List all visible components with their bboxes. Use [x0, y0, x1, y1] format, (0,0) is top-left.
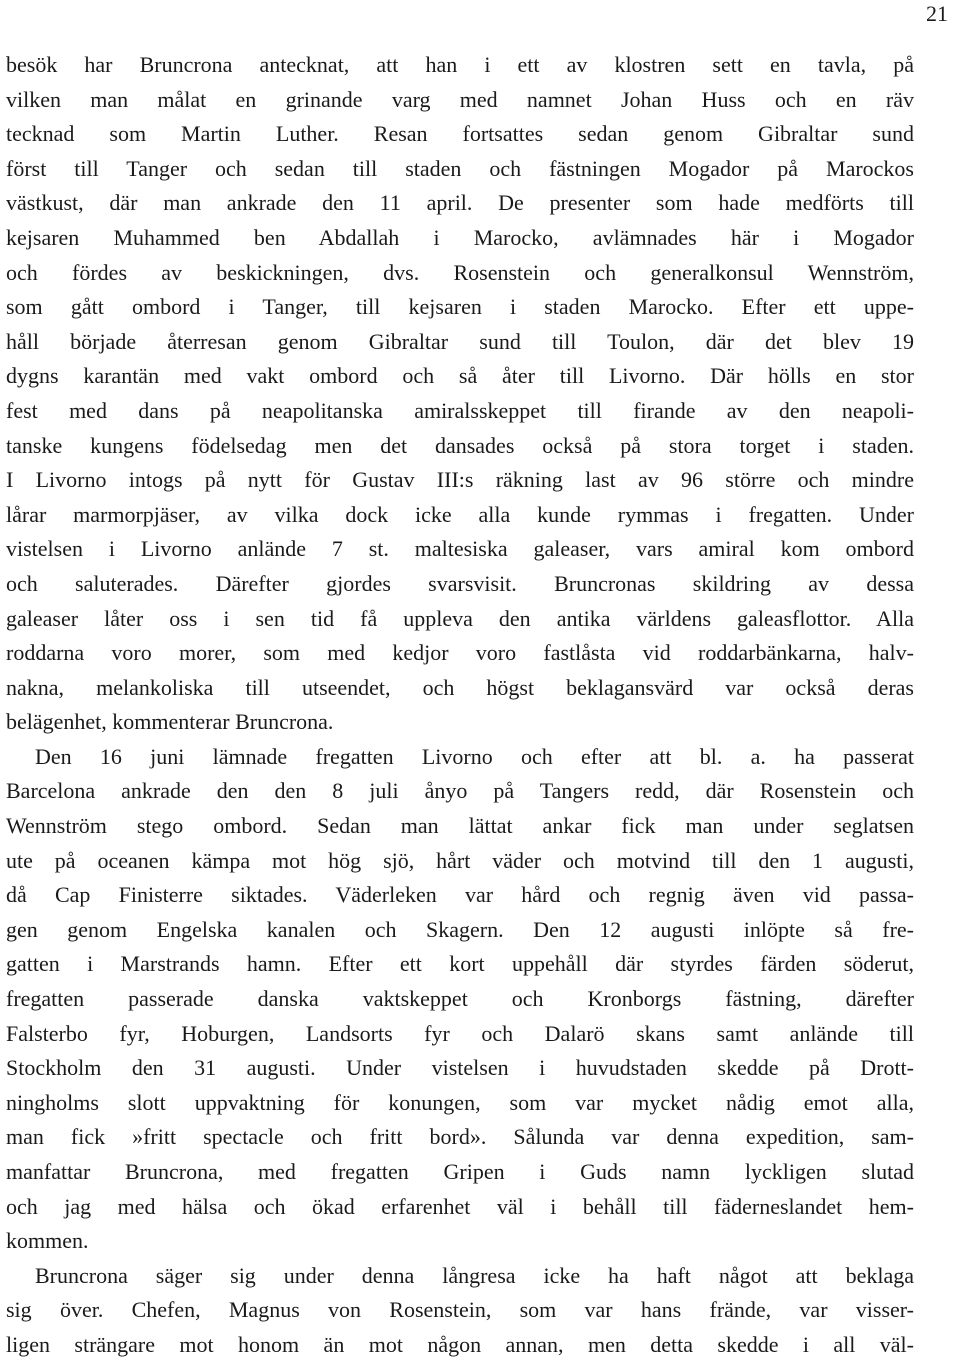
text-line: lårar marmorpjäser, av vilka dock icke alla kunde rymmas i fregatten. Under — [6, 501, 914, 527]
text-line: ute på oceanen kämpa mot hög sjö, hårt väder och motvind till den 1 augusti, — [6, 847, 914, 873]
text-line: belägenhet, kommenterar Bruncrona. — [6, 709, 334, 735]
text-line: vistelsen i Livorno anlände 7 st. maltesiska galeaser, vars amiral kom ombord — [6, 536, 914, 562]
body-text — [6, 48, 914, 1363]
text-line: I Livorno intogs på nytt för Gustav III:s räkning last av 96 större och mindre — [6, 467, 914, 493]
text-line: Barcelona ankrade den den 8 juli ånyo på Tangers redd, där Rosenstein och — [6, 778, 914, 804]
text-line: Wennström stego ombord. Sedan man lättat ankar fick man under seglatsen — [6, 813, 914, 839]
text-line: gen genom Engelska kanalen och Skagern. Den 12 augusti inlöpte så fre- — [6, 916, 914, 942]
text-line: fregatten passerade danska vaktskeppet och Kronborgs fästning, därefter — [6, 986, 914, 1012]
page-number: 21 — [926, 1, 948, 26]
text-line: Den 16 juni lämnade fregatten Livorno och efter att bl. a. ha passerat — [35, 743, 914, 769]
text-line: ligen strängare mot honom än mot någon annan, men detta skedde i all väl- — [6, 1331, 914, 1357]
text-line: sig över. Chefen, Magnus von Rosenstein, som var hans frände, var visser- — [6, 1297, 914, 1323]
text-line: besök har Bruncrona antecknat, att han i ett av klostren sett en tavla, på — [6, 52, 914, 77]
text-line: kejsaren Muhammed ben Abdallah i Marocko, avlämnades här i Mogador — [6, 224, 914, 250]
text-line: som gått ombord i Tanger, till kejsaren i staden Marocko. Efter ett uppe- — [6, 294, 914, 320]
text-line: och jag med hälsa och ökad erfarenhet väl i behåll till fäderneslandet hem- — [6, 1193, 914, 1219]
text-line: manfattar Bruncrona, med fregatten Gripen i Guds namn lyckligen slutad — [6, 1159, 914, 1184]
text-line: och fördes av beskickningen, dvs. Rosenstein och generalkonsul Wennström, — [6, 259, 914, 285]
text-line: då Cap Finisterre siktades. Väderleken var hård och regnig även vid passa- — [6, 882, 914, 908]
text-line: fest med dans på neapolitanska amiralsskeppet till firande av den neapoli- — [6, 397, 914, 423]
text-line: nakna, melankoliska till utseendet, och högst beklagansvärd var också deras — [6, 674, 914, 700]
text-line: kommen. — [6, 1228, 89, 1254]
text-line: man fick »fritt spectacle och fritt bord». Sålunda var denna expedition, sam- — [6, 1124, 914, 1150]
text-line: roddarna voro morer, som med kedjor voro fastlåsta vid roddarbänkarna, halv- — [6, 640, 914, 666]
text-line: och saluterades. Därefter gjordes svarsvisit. Bruncronas skildring av dessa — [6, 570, 914, 596]
text-line: dygns karantän med vakt ombord och så åter till Livorno. Där hölls en stor — [6, 363, 914, 389]
text-line: tanske kungens födelsedag men det dansades också på stora torget i staden. — [6, 432, 914, 458]
text-line: västkust, där man ankrade den 11 april. De presenter som hade medförts till — [6, 190, 914, 216]
text-line: Falsterbo fyr, Hoburgen, Landsorts fyr och Dalarö skans samt anlände till — [6, 1020, 914, 1046]
text-line: Stockholm den 31 augusti. Under vistelsen i huvudstaden skedde på Drott- — [6, 1055, 914, 1081]
text-line: gatten i Marstrands hamn. Efter ett kort uppehåll där styrdes färden söderut, — [6, 951, 914, 977]
text-line: vilken man målat en grinande varg med namnet Johan Huss och en räv — [6, 86, 914, 112]
text-line: tecknad som Martin Luther. Resan fortsattes sedan genom Gibraltar sund — [6, 121, 914, 147]
text-line: galeaser låter oss i sen tid få uppleva den antika världens galeasflottor. Alla — [6, 605, 914, 631]
text-line: ningholms slott uppvaktning för konungen, som var mycket nådig emot alla, — [6, 1089, 914, 1115]
text-line: Bruncrona säger sig under denna långresa icke ha haft något att beklaga — [35, 1262, 914, 1288]
text-line: håll började återresan genom Gibraltar sund till Toulon, där det blev 19 — [6, 328, 914, 354]
text-line: först till Tanger och sedan till staden och fästningen Mogador på Marockos — [6, 155, 914, 181]
